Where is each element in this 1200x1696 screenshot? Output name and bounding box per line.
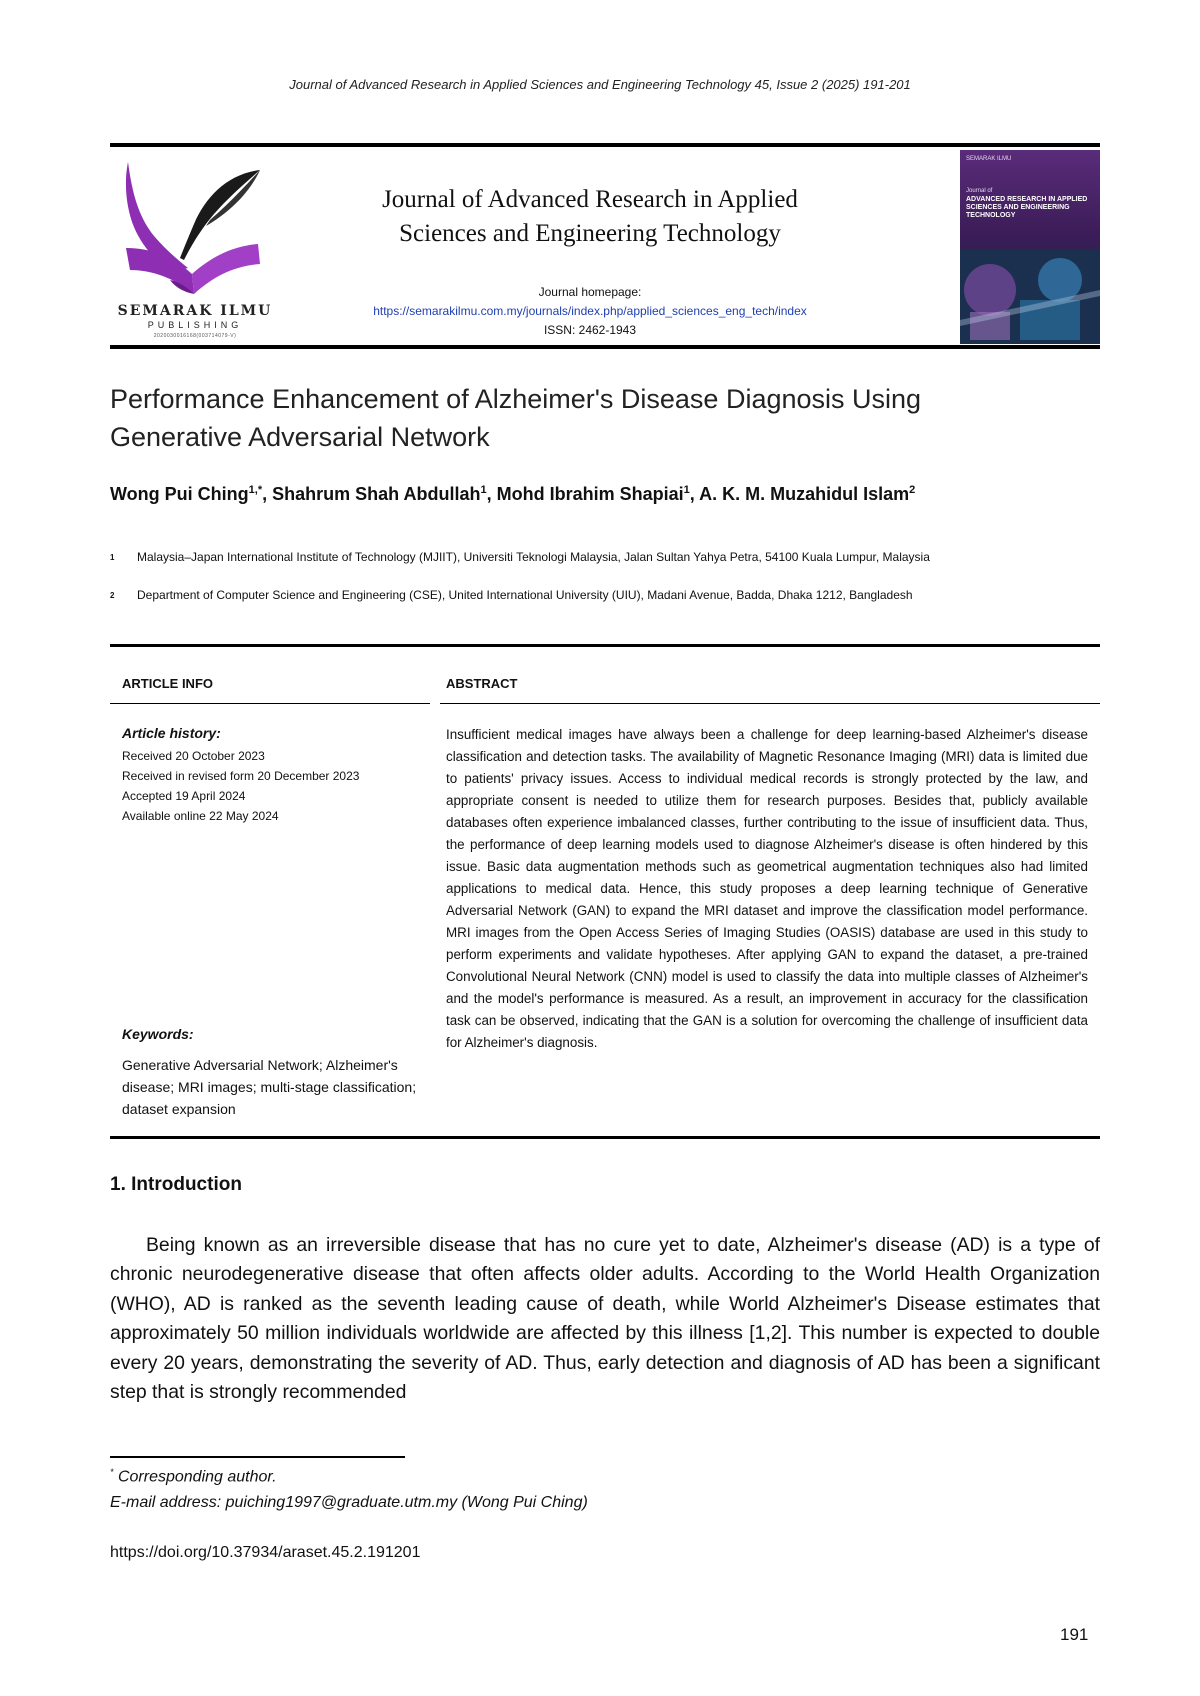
author-email: E-mail address: puiching1997@graduate.utm.my (Wong Pui Ching) [110, 1494, 588, 1511]
keywords-heading: Keywords: [122, 1026, 194, 1042]
history-received: Received 20 October 2023 [122, 749, 265, 763]
doi-link[interactable]: https://doi.org/10.37934/araset.45.2.191201 [110, 1544, 421, 1561]
keywords: Generative Adversarial Network; Alzheimer's disease; MRI images; multi-stage classification; dataset expansion [122, 1057, 417, 1117]
homepage-label: Journal homepage: [538, 285, 642, 299]
author-name: Wong Pui Ching [110, 484, 249, 504]
info-divider-left [110, 703, 430, 704]
affiliation-1 [110, 548, 1100, 588]
cover-journal-label: Journal of [966, 188, 993, 194]
history-online: Available online 22 May 2024 [122, 809, 279, 823]
cover-title: ADVANCED RESEARCH IN APPLIED SCIENCES AND ENGINEERING TECHNOLOGY [966, 196, 1088, 219]
author-affiliation-mark: 2 [909, 484, 916, 496]
publisher-registration: 2020030016168(003714079-V) [153, 333, 237, 339]
abstract-text: Insufficient medical images have always been a challenge for deep learning-based Alzheimer's disease classification and detection tasks. The availability of Magnetic Resonance Imaging (MRI) data is limited due to patients' privacy issues. Access to individual medical records is strongly protected by the law, and appropriate consent is needed to utilize them for research purposes. Besides that, publicly available databases often experience imbalanced classes, further contributing to the issue of insufficient data. Thus, the performance of deep learning models used to diagnose Alzheimer's disease is often hindered by this issue. Basic data augmentation methods such as geometrical augmentation techniques also had limited applications to medical data. Hence, this study proposes a deep learning technique of Generative Adversarial Network (GAN) to expand the MRI dataset and improve the classification model performance. MRI images from the Open Access Series of Imaging Studies (OASIS) database are used in this study to perform experiments and validate hypotheses. After applying GAN to expand the dataset, a pre-trained Convolutional Neural Network (CNN) model is used to classify the data into multiple classes of Alzheimer's and the model's performance is measured. As a result, an improvement in accuracy for the classification task can be observed, indicating that the GAN is a solution for overcoming the challenge of insufficient data for Alzheimer's diagnosis. [446, 727, 1088, 1050]
article-history-heading: Article history: [122, 725, 221, 741]
publisher-subtitle: PUBLISHING [147, 320, 243, 330]
author-name: A. K. M. Muzahidul Islam [699, 484, 910, 504]
info-divider-right [440, 703, 1100, 704]
affiliation-number: 1 [110, 553, 115, 562]
abstract-heading: ABSTRACT [446, 676, 518, 691]
journal-title-line-1: Journal of Advanced Research in Applied [382, 186, 798, 213]
author-affiliation-mark: 1,* [248, 484, 263, 496]
article-info-heading: ARTICLE INFO [122, 676, 213, 691]
article-title [110, 380, 1100, 456]
cover-artwork [960, 250, 1100, 344]
journal-title [285, 183, 895, 251]
introduction-paragraph: Being known as an irreversible disease that has no cure yet to date, Alzheimer's disease (AD) is a type of chronic neurodegenerative disease that often affects older adults. According to the World Health Organization (WHO), AD is ranked as the seventh leading cause of death, while World Alzheimer's Disease estimates that approximately 50 million individuals worldwide are affected by this illness [1,2]. This number is expected to double every 20 years, demonstrating the severity of AD. Thus, early detection and diagnosis of AD has been a significant step that is strongly recommended [110, 1234, 1100, 1404]
journal-masthead [110, 148, 1100, 346]
affiliation-number: 2 [110, 591, 115, 600]
cover-publisher: SEMARAK ILMU [966, 156, 1012, 162]
author-name: Mohd Ibrahim Shapiai [496, 484, 684, 504]
journal-info [285, 148, 895, 337]
footnote-rule [110, 1456, 405, 1458]
masthead-top-rule [110, 143, 1100, 147]
history-accepted: Accepted 19 April 2024 [122, 789, 246, 803]
homepage-link[interactable]: https://semarakilmu.com.my/journals/index.php/applied_sciences_eng_tech/index [373, 304, 807, 318]
article-title-line-2: Generative Adversarial Network [110, 422, 490, 452]
publisher-name: SEMARAK ILMU [117, 303, 273, 319]
corresponding-author-label: Corresponding author. [117, 1468, 277, 1486]
footnote-marker: * [110, 1467, 114, 1477]
corresponding-author-note [110, 1467, 277, 1486]
info-bottom-rule [110, 1136, 1100, 1139]
journal-cover-image [960, 150, 1100, 344]
author-list [110, 484, 1100, 505]
affiliation-2 [110, 586, 1100, 626]
issn: ISSN: 2462-1943 [543, 323, 637, 337]
author-separator: , [262, 484, 273, 504]
author-name: Shahrum Shah Abdullah [272, 484, 481, 504]
affiliation-text: Malaysia–Japan International Institute of Technology (MJIIT), Universiti Teknologi Malaysia, Jalan Sultan Yahya Petra, 54100 Kuala Lumpur, Malaysia [137, 550, 930, 564]
page-number: 191 [1060, 1625, 1089, 1644]
affiliation-text: Department of Computer Science and Engineering (CSE), United International University (UIU), Madani Avenue, Badda, Dhaka 1212, Bangladesh [137, 588, 913, 602]
author-affiliation-mark: 1 [683, 484, 690, 496]
journal-title-line-2: Sciences and Engineering Technology [399, 220, 781, 247]
author-separator: , [486, 484, 497, 504]
author-separator: , [689, 484, 700, 504]
running-header: Journal of Advanced Research in Applied Sciences and Engineering Technology 45, Issue 2 (2025) 191-201 [289, 77, 911, 92]
author-affiliation-mark: 1 [480, 484, 487, 496]
article-title-line-1: Performance Enhancement of Alzheimer's Disease Diagnosis Using [110, 384, 922, 414]
info-top-rule [110, 644, 1100, 647]
section-heading-introduction: 1. Introduction [110, 1174, 242, 1195]
history-revised: Received in revised form 20 December 2023 [122, 769, 360, 783]
